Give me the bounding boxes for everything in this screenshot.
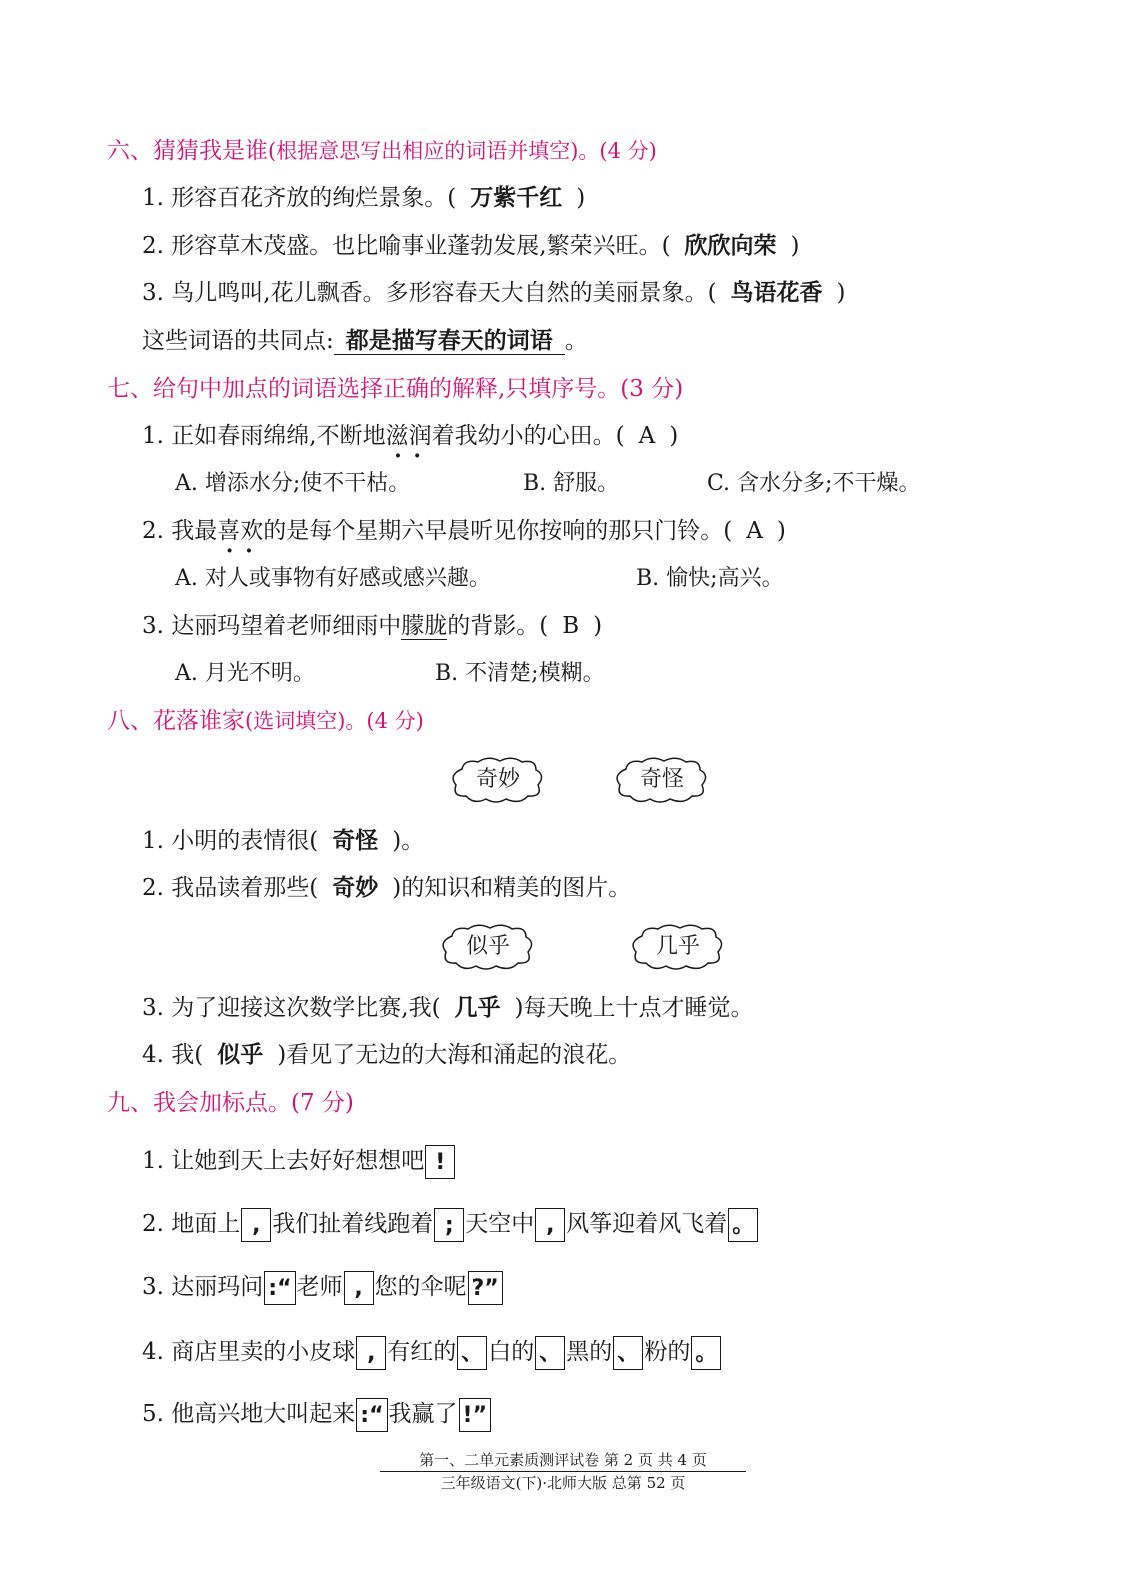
question-text: 2. 我品读着那些(	[142, 875, 319, 901]
section-6-title: 六、猜猜我是谁	[107, 138, 268, 164]
bracket: )	[593, 613, 603, 639]
punctuation-box: ,	[356, 1336, 386, 1370]
s7-q3-option-b: B. 不清楚;模糊。	[435, 661, 605, 686]
punctuation-box: !	[425, 1145, 455, 1179]
answer-text: 几乎	[454, 995, 501, 1021]
question-text: 4. 我(	[142, 1042, 204, 1068]
question-text: 3. 达丽玛问	[142, 1274, 264, 1300]
question-text: 着我幼小的心田。(	[431, 423, 625, 449]
bracket: )	[776, 518, 786, 544]
s9-question-5	[142, 1396, 492, 1432]
question-text: 天空中	[465, 1211, 535, 1237]
section-6-heading	[107, 136, 657, 166]
question-text: 2. 地面上	[142, 1211, 241, 1237]
s9-question-1	[142, 1143, 456, 1179]
question-text: 3. 为了迎接这次数学比赛,我(	[142, 995, 441, 1021]
punctuation-box: :“	[264, 1271, 295, 1305]
answer-text: 奇怪	[332, 828, 379, 854]
footer-line-1: 第一、二单元素质测评试卷 第 2 页 共 4 页	[419, 1451, 707, 1469]
bracket: )	[669, 423, 679, 449]
punctuation-box: 、	[613, 1336, 643, 1370]
s7-question-3	[142, 611, 602, 641]
answer-text: 鸟语花香	[730, 280, 823, 306]
s8-question-3	[142, 993, 754, 1023]
word-cloud-2	[612, 755, 712, 805]
cloud-word: 奇妙	[475, 767, 520, 792]
question-text: 的是每个星期六早晨听见你按响的那只门铃。(	[263, 518, 733, 544]
s6-question-1	[142, 183, 585, 213]
answer-text: 奇妙	[332, 875, 379, 901]
s7-q2-option-b: B. 愉快;高兴。	[636, 566, 784, 591]
question-text: 白的	[488, 1339, 535, 1365]
question-text: 3. 达丽玛望着老师细雨中	[142, 613, 402, 639]
punctuation-box: :“	[356, 1398, 387, 1432]
word-cloud-3	[438, 922, 538, 972]
question-text: 粉的	[644, 1339, 691, 1365]
punctuation-box: ;	[434, 1208, 464, 1242]
section-7-title: 七、给句中加点的词语选择正确的解释,只填序号。(3 分)	[107, 376, 684, 402]
dotted-word: 滋润 · ·	[386, 423, 432, 449]
question-text: 1. 让她到天上去好好想想吧	[142, 1148, 425, 1174]
punctuation-box: 。	[691, 1336, 721, 1370]
s7-q1-option-a: A. 增添水分;使不干枯。	[175, 471, 411, 496]
s8-question-2	[142, 873, 631, 903]
answer-text: A	[746, 518, 763, 544]
section-6-subtitle: (根据意思写出相应的词语并填空)。(4 分)	[268, 139, 657, 163]
punctuation-box: !”	[459, 1398, 492, 1432]
question-text: 我赢了	[388, 1401, 458, 1427]
question-text: 风筝迎着风飞着	[566, 1211, 728, 1237]
dotted-word: 喜欢 · ·	[217, 518, 263, 544]
answer-text: B	[562, 613, 580, 639]
question-text: 的背影。(	[447, 613, 549, 639]
s6-question-2	[142, 231, 800, 261]
question-text: 老师	[296, 1274, 343, 1300]
s8-question-4	[142, 1040, 631, 1070]
word-cloud-1	[448, 755, 548, 805]
section-9-title: 九、我会加标点。(7 分)	[107, 1090, 354, 1116]
cloud-word: 几乎	[655, 934, 700, 959]
answer-text: 万紫千红	[470, 185, 563, 211]
question-text: 有红的	[387, 1339, 457, 1365]
underlined-word: 朦胧	[401, 613, 448, 639]
question-text: )看见了无边的大海和涌起的浪花。	[277, 1042, 632, 1068]
section-8-subtitle: (选词填空)。(4 分)	[245, 709, 424, 733]
punctuation-box: ,	[344, 1271, 374, 1305]
answer-text: A	[638, 423, 656, 449]
question-text: 5. 他高兴地大叫起来	[142, 1401, 356, 1427]
punctuation-box: 、	[457, 1336, 487, 1370]
s9-question-3	[142, 1269, 504, 1305]
answer-text: 欣欣向荣	[684, 233, 777, 259]
punctuation-box: ,	[241, 1208, 271, 1242]
question-text: 2. 我最	[142, 518, 218, 544]
question-text: 2. 形容草木茂盛。也比喻事业蓬勃发展,繁荣兴旺。(	[142, 233, 671, 259]
s8-question-1	[142, 826, 424, 856]
s6-question-3	[142, 278, 846, 308]
punctuation-box: 。	[728, 1208, 758, 1242]
footer-line-2: 三年级语文(下)·北师大版 总第 52 页	[440, 1474, 686, 1492]
question-text: )。	[392, 828, 425, 854]
section-8-title: 八、花落谁家	[107, 708, 245, 734]
question-text: 这些词语的共同点:	[142, 328, 334, 354]
punctuation-box: ,	[535, 1208, 565, 1242]
s7-question-2	[142, 516, 786, 546]
section-8-heading	[107, 706, 424, 736]
bracket: )	[790, 233, 800, 259]
question-text: 4. 商店里卖的小皮球	[142, 1339, 356, 1365]
question-text: 我们扯着线跑着	[272, 1211, 434, 1237]
punctuation-box: 、	[535, 1336, 565, 1370]
question-text: )每天晚上十点才睡觉。	[514, 995, 754, 1021]
s7-q1-option-b: B. 舒服。	[523, 471, 620, 496]
answer-text: 似乎	[217, 1042, 264, 1068]
cloud-word: 奇怪	[639, 767, 684, 792]
question-text: 3. 鸟儿鸣叫,花儿飘香。多形容春天大自然的美丽景象。(	[142, 280, 717, 306]
s7-q3-option-a: A. 月光不明。	[175, 661, 315, 686]
bracket: )	[576, 185, 586, 211]
question-text: 1. 小明的表情很(	[142, 828, 319, 854]
cloud-word: 似乎	[465, 934, 510, 959]
question-text: 您的伞呢	[374, 1274, 467, 1300]
s9-question-4	[142, 1334, 722, 1370]
question-text: )的知识和精美的图片。	[392, 875, 632, 901]
s7-q1-option-c: C. 含水分多;不干燥。	[707, 471, 921, 496]
footer-divider	[380, 1471, 746, 1472]
punctuation-box: ?”	[468, 1271, 503, 1305]
answer-text: 都是描写春天的词语	[334, 328, 565, 355]
question-text: 1. 正如春雨绵绵,不断地	[142, 423, 386, 449]
punctuation: 。	[564, 328, 588, 354]
bracket: )	[836, 280, 846, 306]
question-text: 黑的	[566, 1339, 613, 1365]
word-cloud-4	[628, 922, 728, 972]
s9-question-2	[142, 1206, 759, 1242]
question-text: 1. 形容百花齐放的绚烂景象。(	[142, 185, 457, 211]
s7-q2-option-a: A. 对人或事物有好感或感兴趣。	[175, 566, 491, 591]
s6-common-point	[142, 326, 588, 356]
s7-question-1	[142, 421, 678, 451]
